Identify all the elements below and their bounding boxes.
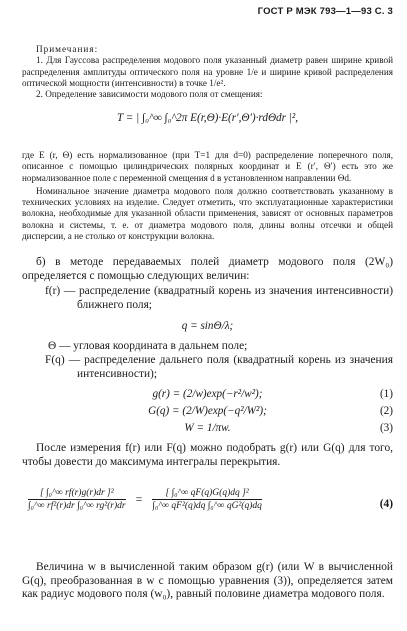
- eq1-text: g(r) = (2/w)exp(−r²/w²);: [152, 388, 263, 400]
- para-b: б) в методе передаваемых полей диаметр модового поля (2W₀) определяется с помощью следующих величин:: [22, 256, 393, 282]
- after-measure-paragraph: После измерения f(r) или F(q) можно подобрать g(r) или G(q) для того, чтобы довести до максимума интегралы перекрытия.: [22, 442, 393, 468]
- q-equation: q = sinΘ/λ;: [181, 320, 234, 332]
- page-header: ГОСТ Р МЭК 793—1—93 С. 3: [257, 6, 393, 17]
- eq2-text: G(q) = (2/W)exp(−q²/W²);: [148, 405, 267, 417]
- eq2-number: (2): [379, 405, 393, 417]
- eq4-left-denominator: ∫₀^∞ rf²(r)dr ∫₀^∞ rg²(r)dr: [28, 501, 126, 511]
- formula-T: [22, 112, 393, 124]
- fr-definition: f(r) — распределение (квадратный корень из значения интенсивности) ближнего поля;: [45, 285, 393, 311]
- equation-1: [22, 388, 393, 402]
- eq4-right-fraction: [152, 488, 262, 511]
- eq4-left-numerator: [ ∫₀^∞ rf(r)g(r)dr ]²: [28, 488, 126, 500]
- notes-title: Примечания:: [36, 44, 99, 54]
- note-2: 2. Определение зависимости модового поля от смещения:: [36, 89, 263, 100]
- eq4-equals: =: [135, 492, 143, 506]
- eq4-number: (4): [379, 498, 393, 510]
- notes-block: [22, 44, 393, 100]
- eq3-text: W = 1/πw.: [184, 422, 231, 434]
- Fq-definition: F(q) — распределение дальнего поля (квадратный корень из значения интенсивности);: [45, 354, 393, 380]
- equation-2: [22, 405, 393, 419]
- theta-definition: Θ — угловая координата в дальнем поле;: [48, 340, 248, 352]
- eq1-number: (1): [379, 388, 393, 400]
- eq4-right-denominator: ∫₀^∞ qF²(q)dq ∫₀^∞ qG²(q)dq: [152, 501, 262, 511]
- where-paragraph: где E (r, Θ) есть нормализованное (при T=1 для d=0) распределение поперечного поля, описанное с помощью цилиндрических полярных координат и E (r′, Θ′) есть это же нормализованное поле с переменной смещения d в установленном направлении Θd.: [22, 150, 393, 183]
- note-1: 1. Для Гауссова распределения модового поля указанный диаметр равен ширине кривой распределения амплитуды оптического поля на уровне 1/e и ширине кривой распределения оптической мощности (интенсивности) в точке 1/e².: [22, 55, 393, 88]
- equation-4: [28, 482, 393, 544]
- formula-T-text: T = | ∫₀^∞ ∫₀^2π E(r,Θ)·E(r′,Θ′)·rdΘdr |²,: [116, 112, 298, 124]
- nominal-paragraph: Номинальное значение диаметра модового поля должно соответствовать указанному в технических условиях на изделие. Следует отметить, что эксплуатационные характеристики волокна, необходимые для указанной области применения, зависят от основных параметров волокна и системы, т. е. от диаметра модового поля, длины волны отсечки и общей дисперсии, а не столько от конструкции волокна.: [22, 185, 393, 242]
- final-paragraph: Величина w в вычисленной таким образом g(r) (или W в вычисленной G(q), преобразованная в w с помощью уравнения (3)), определяется затем как радиус модового поля (w₀), равный половине диаметра модового поля.: [22, 561, 393, 600]
- eq4-left-fraction: [28, 488, 126, 511]
- equation-3: [22, 422, 393, 436]
- eq4-right-numerator: [ ∫₀^∞ qF(q)G(q)dq ]²: [152, 488, 262, 500]
- eq3-number: (3): [379, 422, 393, 434]
- notes-where: [22, 150, 393, 242]
